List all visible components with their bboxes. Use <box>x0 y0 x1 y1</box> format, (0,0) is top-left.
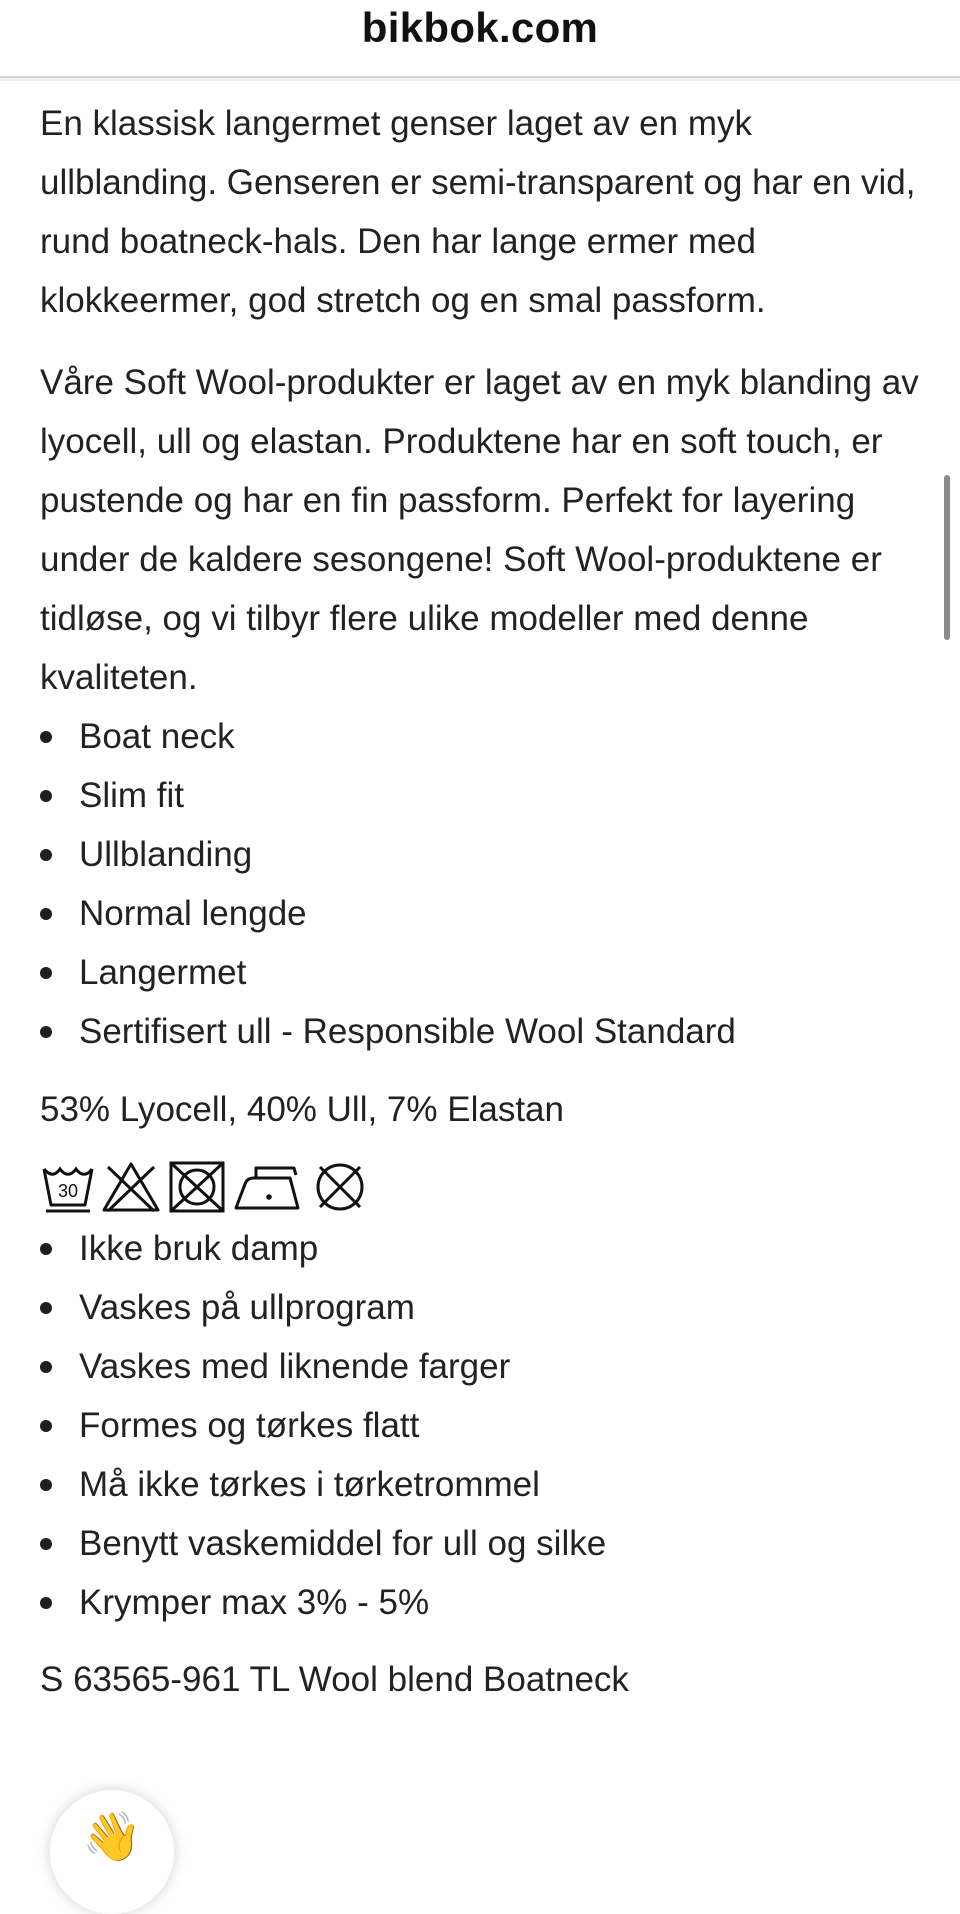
care-instruction-item: Må ikke tørkes i tørketrommel <box>40 1455 920 1514</box>
chat-widget-button[interactable] <box>50 1790 174 1914</box>
care-instruction-item: Formes og tørkes flatt <box>40 1396 920 1455</box>
product-sku-line: S 63565-961 TL Wool blend Boatneck <box>40 1660 629 1699</box>
waving-hand-icon: 👋 <box>82 1811 142 1864</box>
product-description <box>40 94 920 1709</box>
feature-item: Normal lengde <box>40 884 920 943</box>
no-dry-clean-icon <box>310 1159 370 1215</box>
care-symbols <box>40 1155 920 1219</box>
material-composition: 53% Lyocell, 40% Ull, 7% Elastan <box>40 1090 564 1129</box>
care-instruction-item: Krymper max 3% - 5% <box>40 1573 920 1632</box>
feature-item: Ullblanding <box>40 825 920 884</box>
care-instructions-list <box>40 1219 920 1632</box>
feature-item: Sertifisert ull - Responsible Wool Standard <box>40 1002 920 1061</box>
wash-30-icon <box>40 1159 96 1215</box>
care-instruction-item: Benytt vaskemiddel for ull og silke <box>40 1514 920 1573</box>
browser-address-bar[interactable] <box>0 0 960 78</box>
iron-icon <box>232 1159 306 1215</box>
care-instruction-item: Ikke bruk damp <box>40 1219 920 1278</box>
feature-item: Langermet <box>40 943 920 1002</box>
feature-list <box>40 707 920 1061</box>
feature-item: Slim fit <box>40 766 920 825</box>
description-paragraph-2: Våre Soft Wool-produkter er laget av en myk blanding av lyocell, ull og elastan. Produktene har en soft touch, er pustende og har en fin passform. Perfekt for layering under de kaldere sesongene! Soft Wool-produktene er tidløse, og vi tilbyr flere ulike modeller med denne kvaliteten. <box>40 363 919 697</box>
no-bleach-icon <box>100 1159 162 1215</box>
site-domain: bikbok.com <box>361 4 599 51</box>
care-instruction-item: Vaskes med liknende farger <box>40 1337 920 1396</box>
care-instruction-item: Vaskes på ullprogram <box>40 1278 920 1337</box>
feature-item: Boat neck <box>40 707 920 766</box>
no-tumble-dry-icon <box>166 1159 228 1215</box>
page-scrollbar[interactable] <box>944 475 950 640</box>
wash-temperature: 30 <box>57 1181 79 1201</box>
description-paragraph-1: En klassisk langermet genser laget av en myk ullblanding. Genseren er semi-transparent og har en vid, rund boatneck-hals. Den har lange ermer med klokkeermer, god stretch og en smal passform. <box>40 104 916 320</box>
